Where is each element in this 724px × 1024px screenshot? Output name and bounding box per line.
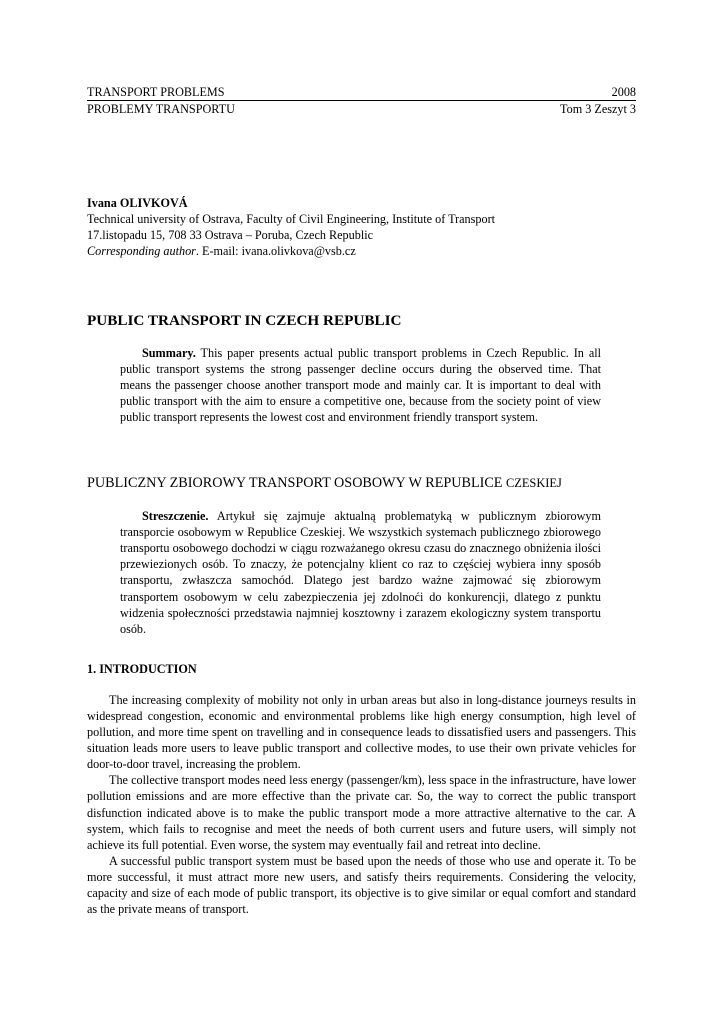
abstract-pl-label: Streszczenie. bbox=[142, 509, 209, 524]
abstract-pl-paragraph bbox=[120, 508, 601, 637]
corresponding-label: Corresponding author bbox=[87, 244, 196, 259]
summary-label: Summary. bbox=[142, 345, 196, 360]
intro-paragraph-1: The increasing complexity of mobility not only in urban areas but also in long-distance journeys results in widespread congestion, economic and environmental problems like high energy consumption, high level of pollution, and more time spent on travelling and in consequence leads to dissatisfied users and passengers. This situation leads more users to leave public transport and collective modes, to use their own private vehicles for door-to-door travel, increasing the problem. bbox=[87, 692, 636, 772]
paper-title-en: PUBLIC TRANSPORT IN CZECH REPUBLIC bbox=[87, 311, 402, 329]
author-address: 17.listopadu 15, 708 33 Ostrava – Poruba, Czech Republic bbox=[87, 228, 374, 243]
abstract-pl-text: Artykuł się zajmuje aktualną problematyką w publicznym zbiorowym transporcie osobowym w Republice Czeskiej. We wszystkich systemach publicznego zbiorowego transportu osobowego dochodzi w ciągu rozważanego okresu czasu do znacznego obniżenia ilości przewiezionych osób. To znaczy, że potencjalny klient co raz to częściej wybiera inny sposób transportu, zwłaszcza samochód. Dlatego jest bardzo ważne zajmować się zbiorowym transportem osobowym w celu zabezpieczenia jej zdolnoći do konkurencji, dlatego z punktu widzenia społeczności przedstawia najmniej kosztowny i zarazem ekologiczny system transportu osób. bbox=[120, 509, 601, 636]
section-heading-introduction: 1. INTRODUCTION bbox=[87, 661, 197, 676]
introduction-body bbox=[87, 692, 636, 917]
paper-title-pl-main: PUBLICZNY ZBIOROWY TRANSPORT OSOBOWY W REPUBLICE bbox=[87, 475, 503, 492]
running-header-line-1 bbox=[87, 84, 636, 101]
journal-year: 2008 bbox=[611, 85, 636, 99]
author-name: Ivana OLIVKOVÁ bbox=[87, 196, 188, 211]
summary-text: This paper presents actual public transport problems in Czech Republic. In all public transport systems the strong passenger decline occurs during the observed time. That means the passenger choose another transport mode and mainly car. It is important to deal with public transport with the aim to ensure a competitive one, because from the society point of view public transport represents the lowest cost and environment friendly transport system. bbox=[120, 345, 601, 424]
running-header-line-2 bbox=[87, 101, 636, 117]
intro-paragraph-3: A successful public transport system must be based upon the needs of those who use and operate it. To be more successful, it must attract more new users, and satisfy theirs requirements. Considering the velocity, capacity and size of each mode of public transport, its objective is to give similar or equal comfort and standard as the private means of transport. bbox=[87, 853, 636, 917]
journal-name-en: TRANSPORT PROBLEMS bbox=[87, 85, 225, 99]
paper-title-pl bbox=[87, 474, 636, 492]
corresponding-email: . E-mail: ivana.olivkova@vsb.cz bbox=[195, 244, 356, 259]
author-block bbox=[87, 195, 636, 259]
paper-title-pl-last: CZESKIEJ bbox=[506, 476, 562, 491]
journal-name-pl: PROBLEMY TRANSPORTU bbox=[87, 102, 235, 117]
journal-volume: Tom 3 Zeszyt 3 bbox=[560, 102, 636, 117]
author-affiliation: Technical university of Ostrava, Faculty of Civil Engineering, Institute of Transport bbox=[87, 212, 496, 227]
intro-paragraph-2: The collective transport modes need less energy (passenger/km), less space in the infrastructure, have lower pollution emissions and are more effective than the private car. So, the way to correct the public transport disfunction indicated above is to make the public transport mode a more attractive alternative to the car. A system, which fails to recognise and meet the needs of both current users and future users, will simply not achieve its full potential. Even worse, the system may eventually fail and retreat into decline. bbox=[87, 773, 636, 852]
corresponding-author bbox=[87, 243, 636, 259]
paper-page bbox=[87, 84, 636, 917]
summary-paragraph bbox=[120, 345, 601, 425]
